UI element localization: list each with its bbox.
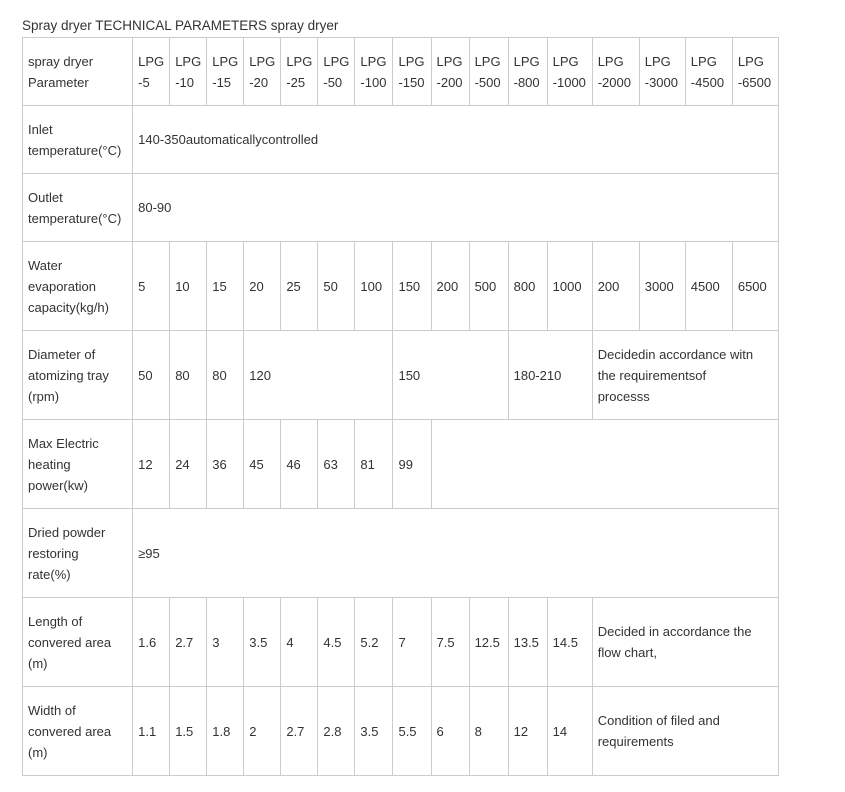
table-cell: 200 [592, 242, 639, 331]
table-caption: Spray dryer TECHNICAL PARAMETERS spray dryer [22, 18, 339, 33]
table-cell: 24 [170, 420, 207, 509]
table-cell: 12 [508, 687, 547, 776]
row-label: Width of convered area (m) [23, 687, 133, 776]
model-header-cell: LPG -20 [244, 38, 281, 106]
outlet-temperature-value: 80-90 [133, 174, 779, 242]
row-label: Dried powder restoring rate(%) [23, 509, 133, 598]
row-label: Diameter of atomizing tray (rpm) [23, 331, 133, 420]
table-cell: 5.5 [393, 687, 431, 776]
table-cell: 7 [393, 598, 431, 687]
model-header-cell: LPG -15 [207, 38, 244, 106]
table-cell: 2 [244, 687, 281, 776]
table-cell: 150 [393, 242, 431, 331]
table-cell: 4.5 [318, 598, 355, 687]
table-cell: 2.8 [318, 687, 355, 776]
width-note-cell: Condition of filed and requirements [592, 687, 778, 776]
max-electric-heating-row [23, 420, 779, 509]
table-cell: 200 [431, 242, 469, 331]
table-cell: 800 [508, 242, 547, 331]
table-cell: 180-210 [508, 331, 592, 420]
model-header-cell: LPG -200 [431, 38, 469, 106]
table-cell: 3.5 [355, 687, 393, 776]
table-cell: 8 [469, 687, 508, 776]
table-cell: 6500 [732, 242, 778, 331]
diameter-note-cell: Decidedin accordance witn the requirementsof processs [592, 331, 778, 420]
table-cell: 20 [244, 242, 281, 331]
row-label: Water evaporation capacity(kg/h) [23, 242, 133, 331]
table-cell: 15 [207, 242, 244, 331]
table-cell: 10 [170, 242, 207, 331]
table-cell: 1000 [547, 242, 592, 331]
table-cell: 46 [281, 420, 318, 509]
table-cell: 100 [355, 242, 393, 331]
table-cell: 1.8 [207, 687, 244, 776]
water-evaporation-row [23, 242, 779, 331]
table-cell: 50 [133, 331, 170, 420]
model-header-cell: LPG -6500 [732, 38, 778, 106]
row-label: Max Electric heating power(kw) [23, 420, 133, 509]
dried-powder-value: ≥95 [133, 509, 779, 598]
model-header-cell: LPG -25 [281, 38, 318, 106]
inlet-temperature-value: 140-350automaticallycontrolled [133, 106, 779, 174]
table-cell: 5 [133, 242, 170, 331]
inlet-temperature-row [23, 106, 779, 174]
table-cell: 12.5 [469, 598, 508, 687]
length-note-cell: Decided in accordance the flow chart, [592, 598, 778, 687]
dried-powder-row [23, 509, 779, 598]
table-cell: 81 [355, 420, 393, 509]
table-cell: 3000 [639, 242, 685, 331]
width-covered-area-row [23, 687, 779, 776]
table-cell: 6 [431, 687, 469, 776]
table-cell: 5.2 [355, 598, 393, 687]
table-cell: 36 [207, 420, 244, 509]
model-header-cell: LPG -2000 [592, 38, 639, 106]
table-cell: 12 [133, 420, 170, 509]
model-header-cell: LPG -150 [393, 38, 431, 106]
table-cell: 4 [281, 598, 318, 687]
table-cell [431, 420, 778, 509]
table-cell: 7.5 [431, 598, 469, 687]
table-cell: 25 [281, 242, 318, 331]
table-cell: 45 [244, 420, 281, 509]
table-cell: 1.5 [170, 687, 207, 776]
atomizing-tray-diameter-row [23, 331, 779, 420]
model-header-cell: LPG -50 [318, 38, 355, 106]
table-cell: 2.7 [281, 687, 318, 776]
table-cell: 63 [318, 420, 355, 509]
model-header-cell: LPG -800 [508, 38, 547, 106]
table-cell: 1.1 [133, 687, 170, 776]
table-cell: 80 [207, 331, 244, 420]
table-cell: 99 [393, 420, 431, 509]
technical-parameters-table [22, 37, 779, 776]
row-label: Length of convered area (m) [23, 598, 133, 687]
model-header-cell: LPG -10 [170, 38, 207, 106]
table-cell: 3.5 [244, 598, 281, 687]
model-header-cell: LPG -3000 [639, 38, 685, 106]
table-cell: 3 [207, 598, 244, 687]
header-label-line: spray dryer [28, 53, 94, 69]
model-header-cell: LPG -500 [469, 38, 508, 106]
model-header-cell: LPG -1000 [547, 38, 592, 106]
table-cell: 50 [318, 242, 355, 331]
table-cell: 2.7 [170, 598, 207, 687]
header-row [23, 38, 779, 106]
outlet-temperature-row [23, 174, 779, 242]
table-cell: 150 [393, 331, 508, 420]
table-cell: 14.5 [547, 598, 592, 687]
model-header-cell: LPG -100 [355, 38, 393, 106]
parameter-header-cell [23, 38, 133, 106]
table-cell: 80 [170, 331, 207, 420]
model-header-cell: LPG -4500 [685, 38, 732, 106]
length-covered-area-row [23, 598, 779, 687]
table-cell: 4500 [685, 242, 732, 331]
row-label: Outlet temperature(°C) [23, 174, 133, 242]
header-label-line: Parameter [28, 74, 89, 90]
table-cell: 120 [244, 331, 393, 420]
row-label: Inlet temperature(°C) [23, 106, 133, 174]
table-cell: 1.6 [133, 598, 170, 687]
table-cell: 14 [547, 687, 592, 776]
table-cell: 500 [469, 242, 508, 331]
table-cell: 13.5 [508, 598, 547, 687]
model-header-cell: LPG -5 [133, 38, 170, 106]
